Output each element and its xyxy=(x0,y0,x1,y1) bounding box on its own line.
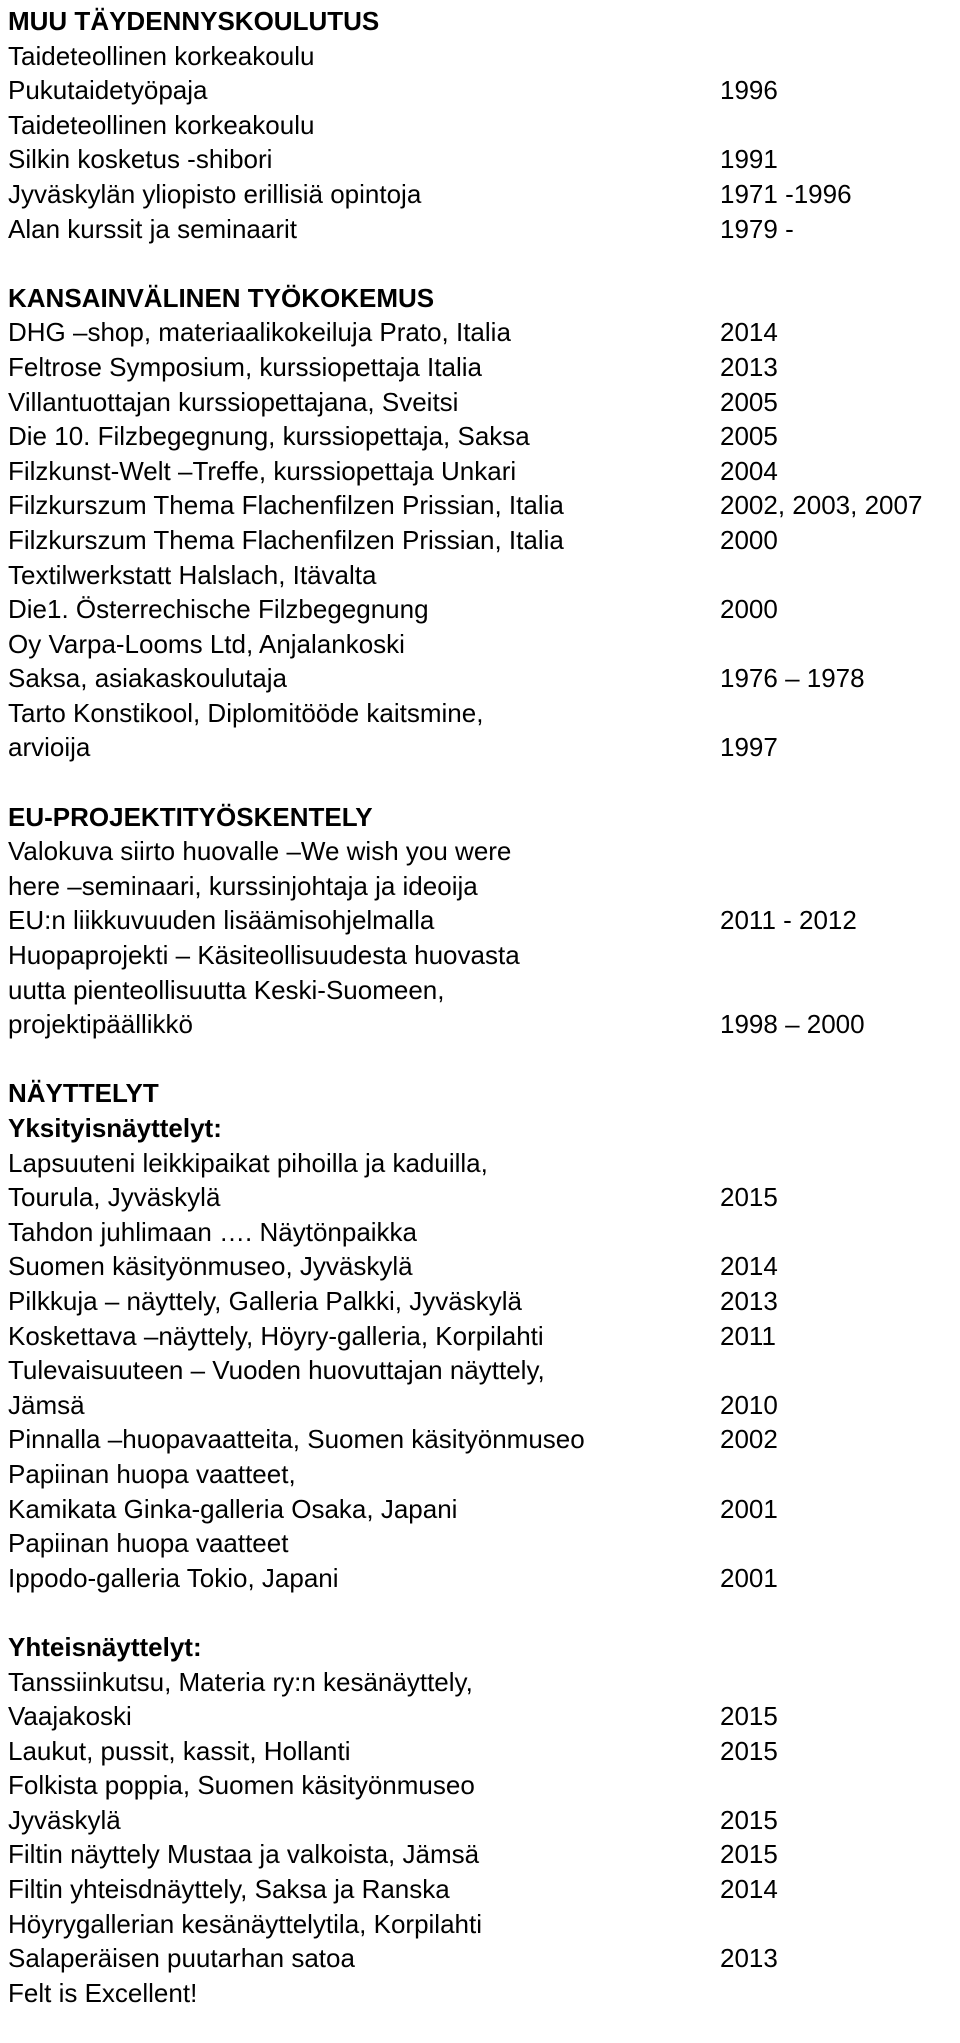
entry-row xyxy=(8,212,952,247)
entry-year: 1997 xyxy=(720,732,778,763)
entry-row xyxy=(8,1388,952,1423)
entry-year: 1996 xyxy=(720,75,778,106)
entry-row xyxy=(8,142,952,177)
entry-text: Tourula, Jyväskylä xyxy=(8,1182,221,1213)
entry-text: Pinnalla –huopavaatteita, Suomen käsityönmuseo xyxy=(8,1424,585,1455)
entry-year: 2015 xyxy=(720,1701,778,1732)
entry-text: here –seminaari, kurssinjohtaja ja ideoija xyxy=(8,870,478,901)
entry-row xyxy=(8,73,952,108)
entry-row xyxy=(8,350,952,385)
entry-row xyxy=(8,1526,952,1561)
entry-year: 2011 xyxy=(720,1320,776,1351)
entry-text: Pukutaidetyöpaja xyxy=(8,75,208,106)
entry-text: Tarto Konstikool, Diplomitööde kaitsmine, xyxy=(8,697,484,728)
entry-year: 2014 xyxy=(720,1251,778,1282)
entry-text: Ippodo-galleria Tokio, Japani xyxy=(8,1562,339,1593)
entry-row xyxy=(8,1215,952,1250)
entry-row xyxy=(8,592,952,627)
entry-row xyxy=(8,627,952,662)
entry-year: 2001 xyxy=(720,1493,778,1524)
entry-row xyxy=(8,1872,952,1907)
entry-row xyxy=(8,454,952,489)
entry-text: uutta pienteollisuutta Keski-Suomeen, xyxy=(8,974,445,1005)
entry-row xyxy=(8,1492,952,1527)
entry-row xyxy=(8,1976,952,2011)
section-spacer xyxy=(8,1042,952,1077)
section-heading xyxy=(8,281,952,316)
entry-text: Jyväskylä xyxy=(8,1804,121,1835)
entry-row xyxy=(8,385,952,420)
section-spacer xyxy=(8,246,952,281)
entry-row xyxy=(8,1353,952,1388)
entry-text: arvioija xyxy=(8,732,91,763)
entry-text: Silkin kosketus -shibori xyxy=(8,144,273,175)
section-spacer xyxy=(8,765,952,800)
entry-row xyxy=(8,1007,952,1042)
section-muu-taydennyskoulutus xyxy=(8,4,952,246)
entry-text: Alan kurssit ja seminaarit xyxy=(8,213,297,244)
section-heading xyxy=(8,4,952,39)
entry-year: 1998 – 2000 xyxy=(720,1009,865,1040)
entry-year: 2005 xyxy=(720,386,778,417)
section-yhteisnayttelyt xyxy=(8,1595,952,2010)
entry-text: Filtin yhteisdnäyttely, Saksa ja Ranska xyxy=(8,1874,450,1905)
section-spacer xyxy=(8,1595,952,1630)
entry-text: Pilkkuja – näyttely, Galleria Palkki, Jyväskylä xyxy=(8,1285,522,1316)
entry-row xyxy=(8,696,952,731)
entry-year: 2002 xyxy=(720,1424,778,1455)
entry-year: 2013 xyxy=(720,351,778,382)
entry-year: 1971 -1996 xyxy=(720,178,852,209)
entry-row xyxy=(8,1907,952,1942)
entry-text: Filzkunst-Welt –Treffe, kurssiopettaja Unkari xyxy=(8,455,517,486)
entry-year: 2013 xyxy=(720,1285,778,1316)
entry-text: EU:n liikkuvuuden lisäämisohjelmalla xyxy=(8,905,435,936)
entry-row xyxy=(8,1249,952,1284)
entry-year: 2001 xyxy=(720,1562,778,1593)
entry-text: Kamikata Ginka-galleria Osaka, Japani xyxy=(8,1493,458,1524)
entry-text: Jyväskylän yliopisto erillisiä opintoja xyxy=(8,178,422,209)
entry-text: Höyrygallerian kesänäyttelytila, Korpilahti xyxy=(8,1908,483,1939)
entry-text: Saksa, asiakaskoulutaja xyxy=(8,663,287,694)
section-eu-projektityoskentely xyxy=(8,765,952,1042)
section-heading-text: KANSAINVÄLINEN TYÖKOKEMUS xyxy=(8,282,435,313)
entry-year: 1976 – 1978 xyxy=(720,663,865,694)
entry-row xyxy=(8,1699,952,1734)
entry-row xyxy=(8,1284,952,1319)
entry-text: DHG –shop, materiaalikokeiluja Prato, Italia xyxy=(8,317,511,348)
subsection-heading-text: Yksityisnäyttelyt: xyxy=(8,1113,222,1143)
entry-row xyxy=(8,1319,952,1354)
entry-text: Felt is Excellent! xyxy=(8,1977,198,2008)
entry-year: 2015 xyxy=(720,1735,778,1766)
entry-text: Tahdon juhlimaan …. Näytönpaikka xyxy=(8,1216,418,1247)
entry-year: 1979 - xyxy=(720,213,794,244)
entry-text: Vaajakoski xyxy=(8,1701,132,1732)
section-heading-text: MUU TÄYDENNYSKOULUTUS xyxy=(8,6,380,36)
entry-row xyxy=(8,1457,952,1492)
entry-year: 2014 xyxy=(720,1874,778,1905)
entry-text: Koskettava –näyttely, Höyry-galleria, Korpilahti xyxy=(8,1320,544,1351)
section-heading-text: EU-PROJEKTITYÖSKENTELY xyxy=(8,801,373,832)
entry-year: 2015 xyxy=(720,1182,778,1213)
entry-year: 2000 xyxy=(720,594,778,625)
entry-text: Filtin näyttely Mustaa ja valkoista, Jämsä xyxy=(8,1839,480,1870)
entry-year: 2015 xyxy=(720,1839,778,1870)
entry-row xyxy=(8,108,952,143)
subsection-heading xyxy=(8,1111,952,1146)
section-heading-text: NÄYTTELYT xyxy=(8,1078,159,1109)
entry-text: Huopaprojekti – Käsiteollisuudesta huovasta xyxy=(8,940,520,971)
entry-text: Villantuottajan kurssiopettajana, Sveitsi xyxy=(8,386,459,417)
entry-year: 2004 xyxy=(720,455,778,486)
entry-row xyxy=(8,834,952,869)
entry-row xyxy=(8,1180,952,1215)
entry-row xyxy=(8,661,952,696)
entry-row xyxy=(8,1941,952,1976)
entry-row xyxy=(8,39,952,74)
entry-row xyxy=(8,1422,952,1457)
entry-year: 2010 xyxy=(720,1389,778,1420)
entry-text: Salaperäisen puutarhan satoa xyxy=(8,1943,355,1974)
section-heading xyxy=(8,1076,952,1111)
entry-text: Papiinan huopa vaatteet xyxy=(8,1528,289,1559)
section-nayttelyt xyxy=(8,1042,952,1596)
entry-row xyxy=(8,1768,952,1803)
entry-text: Jämsä xyxy=(8,1389,85,1420)
entry-text: Oy Varpa-Looms Ltd, Anjalankoski xyxy=(8,628,405,659)
entry-text: Taideteollinen korkeakoulu xyxy=(8,109,315,140)
entry-text: Valokuva siirto huovalle –We wish you were xyxy=(8,836,512,867)
entry-row xyxy=(8,938,952,973)
entry-row xyxy=(8,1665,952,1700)
entry-year: 2002, 2003, 2007 xyxy=(720,490,923,521)
section-kansainvalinen-tyokokemus xyxy=(8,246,952,765)
entry-text: Lapsuuteni leikkipaikat pihoilla ja kaduilla, xyxy=(8,1147,488,1178)
entry-row xyxy=(8,1561,952,1596)
entry-row xyxy=(8,903,952,938)
entry-text: Tulevaisuuteen – Vuoden huovuttajan näyttely, xyxy=(8,1355,545,1386)
entry-text: Folkista poppia, Suomen käsityönmuseo xyxy=(8,1770,475,1801)
entry-row xyxy=(8,869,952,904)
subsection-heading-text: Yhteisnäyttelyt: xyxy=(8,1631,202,1662)
entry-row xyxy=(8,558,952,593)
cv-document xyxy=(8,0,952,2010)
entry-year: 2000 xyxy=(720,524,778,555)
entry-row xyxy=(8,419,952,454)
entry-row xyxy=(8,1837,952,1872)
entry-row xyxy=(8,973,952,1008)
entry-text: Taideteollinen korkeakoulu xyxy=(8,40,315,71)
entry-row xyxy=(8,315,952,350)
entry-year: 2011 - 2012 xyxy=(720,905,857,936)
entry-year: 1991 xyxy=(720,144,778,175)
entry-row xyxy=(8,488,952,523)
entry-row xyxy=(8,177,952,212)
entry-year: 2015 xyxy=(720,1804,778,1835)
entry-year: 2013 xyxy=(720,1943,778,1974)
entry-text: projektipäällikkö xyxy=(8,1009,193,1040)
entry-row xyxy=(8,1146,952,1181)
entry-row xyxy=(8,1734,952,1769)
entry-row xyxy=(8,523,952,558)
entry-row xyxy=(8,1803,952,1838)
entry-text: Die 10. Filzbegegnung, kurssiopettaja, Saksa xyxy=(8,421,530,452)
entry-text: Textilwerkstatt Halslach, Itävalta xyxy=(8,559,377,590)
entry-text: Feltrose Symposium, kurssiopettaja Italia xyxy=(8,351,482,382)
subsection-heading xyxy=(8,1630,952,1665)
entry-text: Papiinan huopa vaatteet, xyxy=(8,1458,296,1489)
entry-text: Suomen käsityönmuseo, Jyväskylä xyxy=(8,1251,413,1282)
entry-text: Tanssiinkutsu, Materia ry:n kesänäyttely, xyxy=(8,1666,473,1697)
entry-text: Filzkurszum Thema Flachenfilzen Prissian, Italia xyxy=(8,524,564,555)
entry-text: Die1. Österrechische Filzbegegnung xyxy=(8,594,429,625)
entry-row xyxy=(8,730,952,765)
entry-text: Laukut, pussit, kassit, Hollanti xyxy=(8,1735,351,1766)
entry-year: 2005 xyxy=(720,421,778,452)
section-heading xyxy=(8,800,952,835)
entry-year: 2014 xyxy=(720,317,778,348)
entry-text: Filzkurszum Thema Flachenfilzen Prissian, Italia xyxy=(8,490,564,521)
